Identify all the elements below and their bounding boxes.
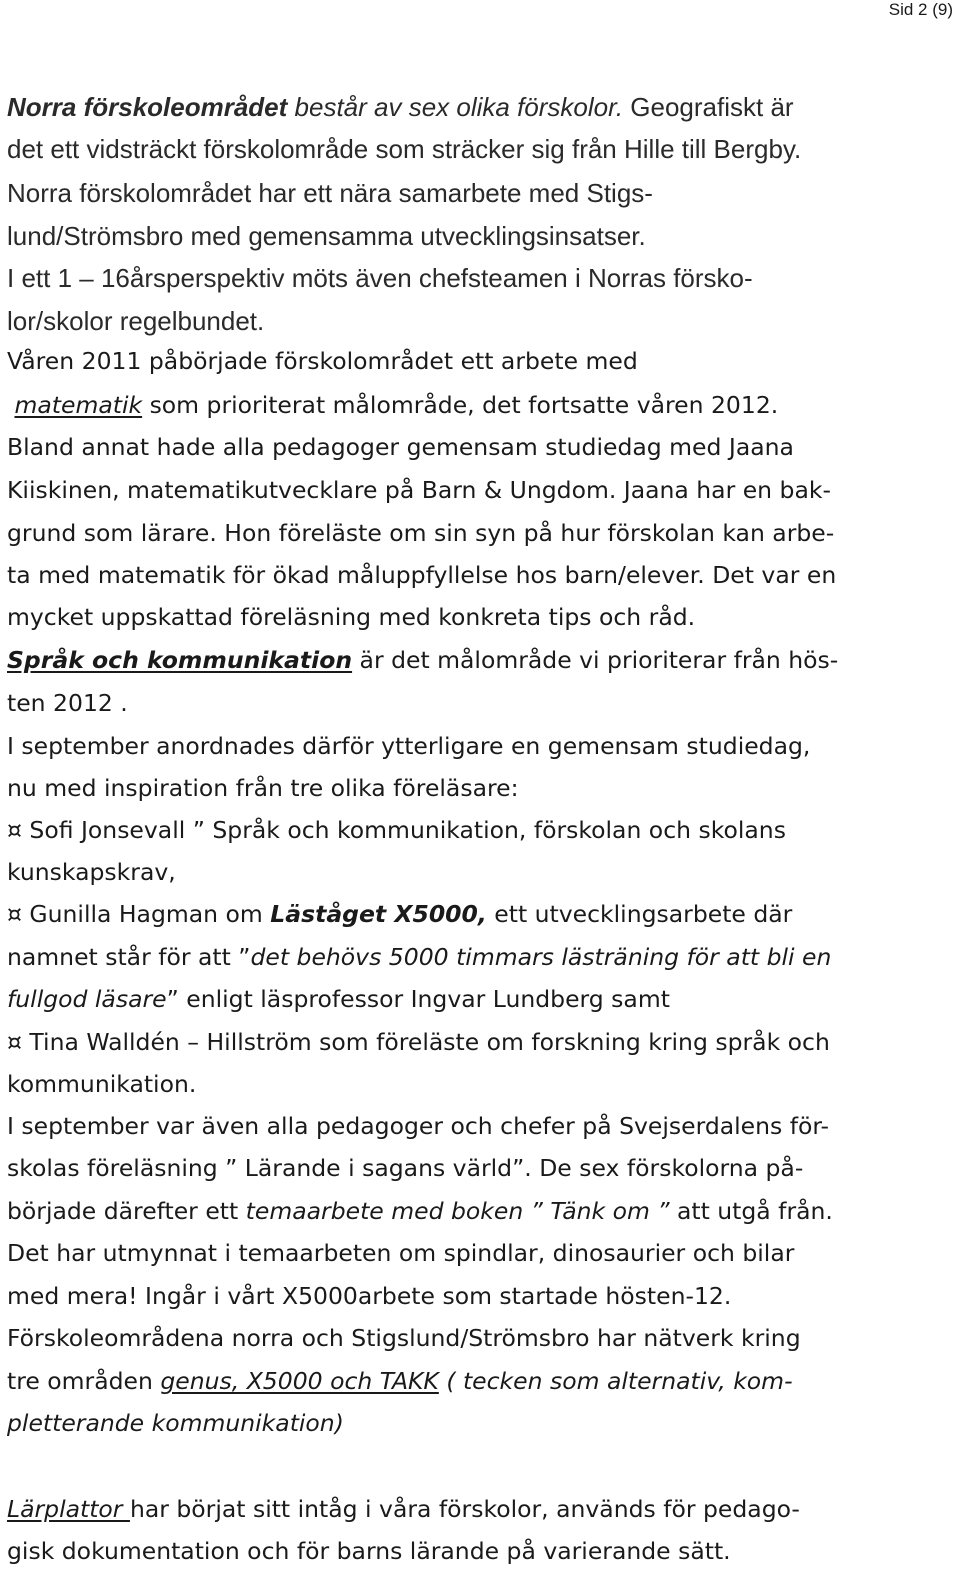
bullet-item xyxy=(7,815,786,845)
text-line: I ett 1 – 16årsperspektiv möts även chefsteamen i Norras försko- xyxy=(7,263,753,293)
text-span: det behövs 5000 timmars lästräning för att bli en xyxy=(250,943,832,971)
bullet-icon: ¤ xyxy=(7,1028,22,1056)
text-line: Våren 2011 påbörjade förskolområdet ett arbete med xyxy=(7,347,638,375)
text-line: lor/skolor regelbundet. xyxy=(7,306,265,336)
text-line xyxy=(7,1196,833,1226)
text-line: med mera! Ingår i vårt X5000arbete som startade hösten-12. xyxy=(7,1282,732,1310)
text-line: Kiiskinen, matematikutvecklare på Barn & Ungdom. Jaana har en bak- xyxy=(7,476,831,504)
text-span: tre områden xyxy=(7,1367,161,1395)
text-line xyxy=(7,92,794,122)
text-line: det ett vidsträckt förskolområde som sträcker sig från Hille till Bergby. xyxy=(7,134,802,164)
math-link-text: matematik xyxy=(14,391,143,419)
area-name: Norra förskoleområdet xyxy=(7,92,288,122)
text-line xyxy=(7,942,831,972)
text-line: ta med matematik för ökad måluppfyllelse hos barn/elever. Det var en xyxy=(7,561,837,589)
text-line: Bland annat hade alla pedagoger gemensam studiedag med Jaana xyxy=(7,433,794,461)
text-line: grund som lärare. Hon föreläste om sin syn på hur förskolan kan arbe- xyxy=(7,519,835,547)
text-span: är det målområde vi prioriterar från hös- xyxy=(352,646,839,674)
text-span: började därefter ett xyxy=(7,1197,246,1225)
text-span: har börjat sitt intåg i våra förskolor, används för pedago- xyxy=(129,1495,800,1523)
bullet-item xyxy=(7,899,792,929)
text-span: Gunilla Hagman om xyxy=(21,900,271,928)
tablets-heading: Lärplattor xyxy=(7,1495,130,1523)
text-line: Förskoleområdena norra och Stigslund/Strömsbro har nätverk kring xyxy=(7,1324,801,1352)
text-span: Sofi Jonsevall ” Språk och kommunikation, förskolan och skolans xyxy=(21,816,786,844)
text-line: skolas föreläsning ” Lärande i sagans värld”. De sex förskolorna på- xyxy=(7,1154,804,1182)
bullet-icon: ¤ xyxy=(7,816,22,844)
text-line: I september anordnades därför ytterligare en gemensam studiedag, xyxy=(7,732,811,760)
page-number: Sid 2 (9) xyxy=(888,0,953,19)
text-line: lund/Strömsbro med gemensamma utvecklingsinsatser. xyxy=(7,221,646,251)
text-line: Norra förskolområdet har ett nära samarbete med Stigs- xyxy=(7,178,653,208)
text-line: pletterande kommunikation) xyxy=(7,1409,344,1437)
language-heading: Språk och kommunikation xyxy=(7,646,353,674)
text-line xyxy=(7,984,670,1014)
text-span: temaarbete med boken ” Tänk om ” xyxy=(245,1197,670,1225)
text-span: fullgod läsare xyxy=(7,985,167,1013)
text-span: namnet står för att ” xyxy=(7,943,251,971)
text-line xyxy=(7,1366,793,1396)
text-span: ( tecken som alternativ, kom- xyxy=(438,1367,793,1395)
bullet-item xyxy=(7,1027,830,1057)
text-line: kunskapskrav, xyxy=(7,858,176,886)
text-line: Det har utmynnat i temaarbeten om spindlar, dinosaurier och bilar xyxy=(7,1239,795,1267)
text-span: Geografiskt är xyxy=(623,92,794,122)
text-line: nu med inspiration från tre olika föreläsare: xyxy=(7,774,519,802)
text-line xyxy=(7,1494,800,1524)
text-span: består av sex olika förskolor. xyxy=(287,92,624,122)
text-line xyxy=(7,390,778,420)
text-line: kommunikation. xyxy=(7,1070,197,1098)
bullet-icon: ¤ xyxy=(7,900,22,928)
text-span: genus, X5000 och TAKK xyxy=(160,1367,439,1395)
text-span: Läståget X5000, xyxy=(270,900,487,928)
text-span: att utgå från. xyxy=(669,1197,833,1225)
text-line xyxy=(7,645,838,675)
text-span: ett utvecklingsarbete där xyxy=(486,900,793,928)
text-line: ten 2012 . xyxy=(7,689,128,717)
text-line: I september var även alla pedagoger och chefer på Svejserdalens för- xyxy=(7,1112,830,1140)
text-span: Tina Walldén – Hillström som föreläste om forskning kring språk och xyxy=(21,1028,830,1056)
text-span: som prioriterat målområde, det fortsatte våren 2012. xyxy=(142,391,779,419)
text-line: mycket uppskattad föreläsning med konkreta tips och råd. xyxy=(7,603,696,631)
text-span: ” enligt läsprofessor Ingvar Lundberg samt xyxy=(166,985,670,1013)
text-line: gisk dokumentation och för barns lärande på varierande sätt. xyxy=(7,1537,731,1565)
